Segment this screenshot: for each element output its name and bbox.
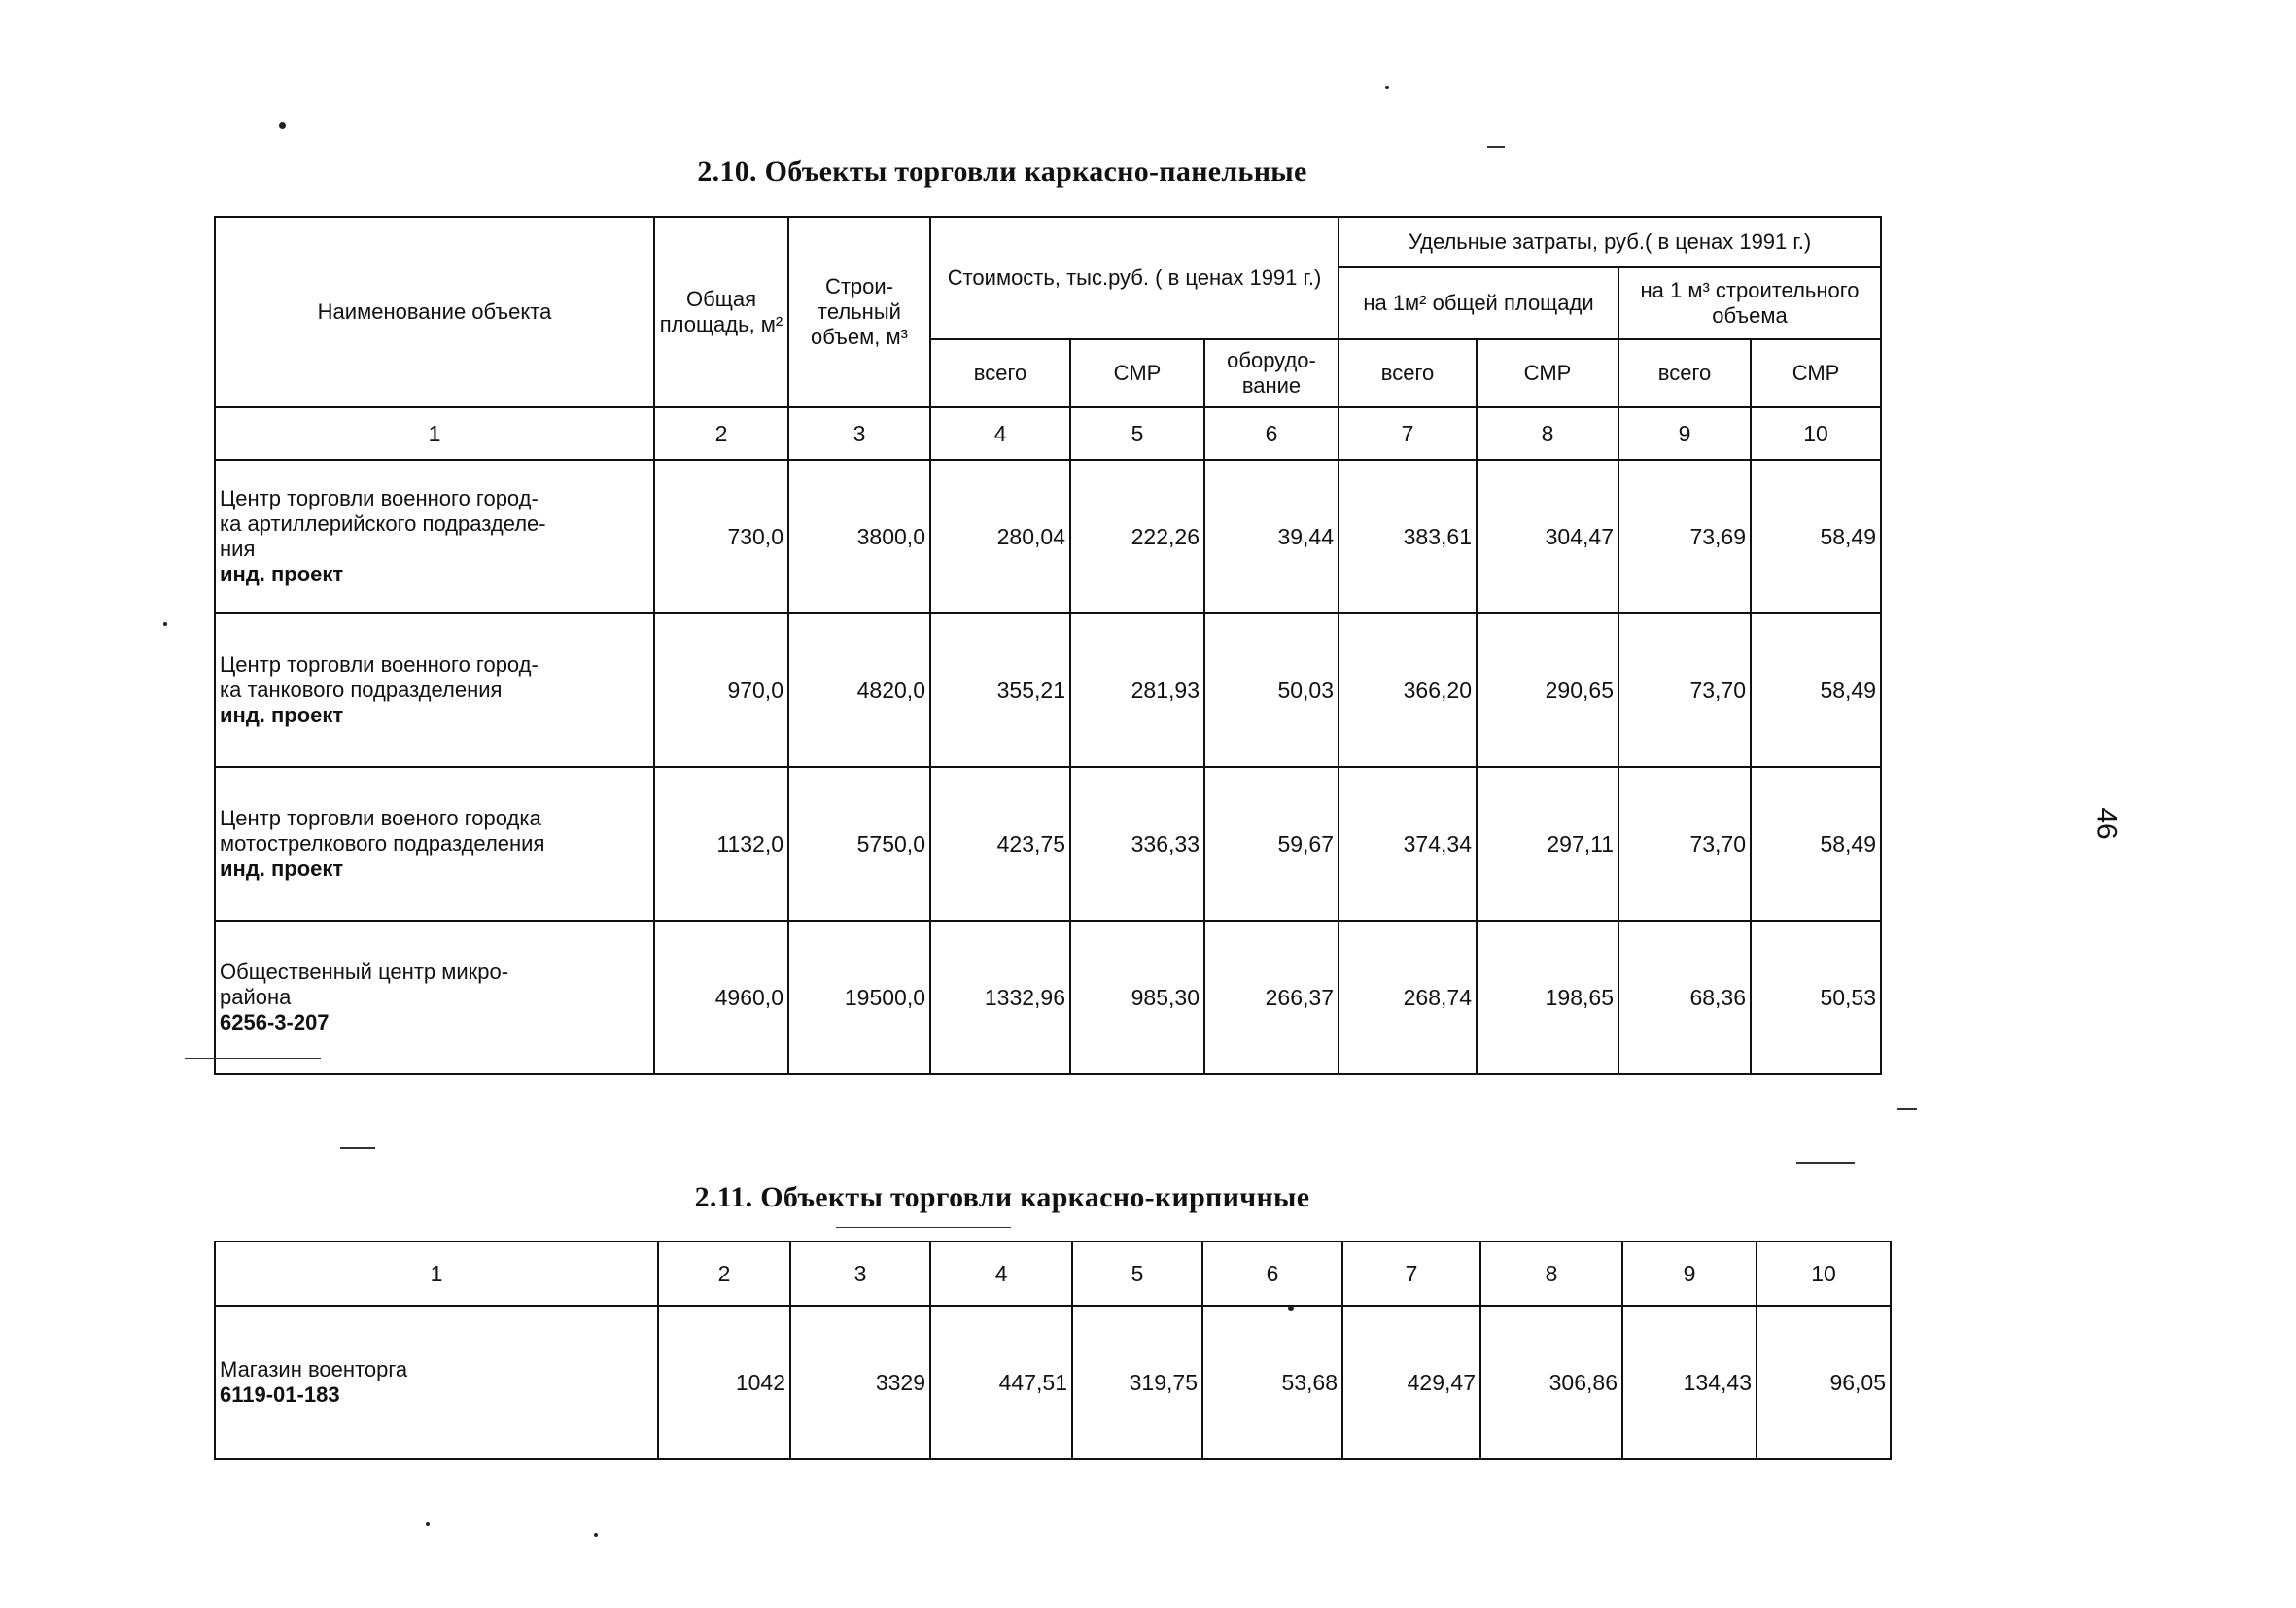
object-code: инд. проект [220, 703, 344, 727]
table1 [214, 216, 1882, 1075]
object-name [215, 921, 654, 1074]
cell-m2-smr: 297,11 [1477, 767, 1618, 921]
cell-volume: 4820,0 [788, 613, 930, 767]
table-row [215, 767, 1881, 921]
header-specific-group: Удельные затраты, руб.( в ценах 1991 г.) [1339, 217, 1881, 267]
scan-dash [836, 1227, 1011, 1228]
cell-m3-total: 73,69 [1618, 460, 1751, 613]
cell-volume: 5750,0 [788, 767, 930, 921]
cell-volume: 19500,0 [788, 921, 930, 1074]
header-cost-smr: СМР [1070, 339, 1204, 407]
header-cost-total: всего [930, 339, 1070, 407]
object-name-line: мотострелкового подразделения [220, 831, 545, 856]
cell-m3-smr: 58,49 [1751, 460, 1881, 613]
header-m3-total: всего [1618, 339, 1751, 407]
object-name [215, 1306, 658, 1459]
object-name [215, 613, 654, 767]
cell-area: 970,0 [654, 613, 788, 767]
header-per-m3: на 1 м³ строительного объема [1618, 267, 1881, 339]
column-number: 8 [1480, 1241, 1622, 1306]
column-number: 2 [658, 1241, 790, 1306]
object-code: инд. проект [220, 856, 344, 881]
table2-title: 2.11. Объекты торговли каркасно-кирпичные [694, 1181, 1310, 1213]
cell-m2-total: 366,20 [1339, 613, 1477, 767]
column-number: 9 [1618, 407, 1751, 460]
column-number: 6 [1204, 407, 1339, 460]
column-number-row [215, 407, 1881, 460]
cell-cost-total: 447,51 [930, 1306, 1072, 1459]
column-number: 5 [1072, 1241, 1202, 1306]
page-number: 46 [2090, 807, 2123, 840]
cell-m2-smr: 198,65 [1477, 921, 1618, 1074]
scan-speck [594, 1533, 598, 1537]
header-cost-group: Стоимость, тыс.руб. ( в ценах 1991 г.) [930, 217, 1339, 339]
object-name-line: ния [220, 537, 256, 561]
column-number-row [215, 1241, 1891, 1306]
column-number: 5 [1070, 407, 1204, 460]
header-area: Общая площадь, м² [654, 217, 788, 407]
cell-area: 1132,0 [654, 767, 788, 921]
cell-cost-equipment: 39,44 [1204, 460, 1339, 613]
table-row [215, 460, 1881, 613]
object-name-line: Центр торговли военного город- [220, 486, 539, 510]
object-name [215, 767, 654, 921]
object-name [215, 460, 654, 613]
table-row [215, 613, 1881, 767]
cell-m3-smr: 96,05 [1757, 1306, 1891, 1459]
cell-cost-equipment: 50,03 [1204, 613, 1339, 767]
header-name: Наименование объекта [215, 217, 654, 407]
column-number: 2 [654, 407, 788, 460]
cell-m3-total: 68,36 [1618, 921, 1751, 1074]
cell-m3-total: 73,70 [1618, 767, 1751, 921]
header-m2-total: всего [1339, 339, 1477, 407]
cell-cost-equipment: 53,68 [1202, 1306, 1342, 1459]
scan-speck [163, 622, 167, 626]
scan-speck [426, 1522, 430, 1526]
object-name-line: района [220, 985, 292, 1009]
cell-m2-smr: 304,47 [1477, 460, 1618, 613]
scan-speck [279, 122, 286, 129]
cell-m2-total: 374,34 [1339, 767, 1477, 921]
cell-cost-total: 280,04 [930, 460, 1070, 613]
column-number: 10 [1751, 407, 1881, 460]
cell-m3-smr: 50,53 [1751, 921, 1881, 1074]
object-name-line: Центр торговли военного город- [220, 652, 539, 677]
scan-dash [1897, 1108, 1917, 1110]
column-number: 8 [1477, 407, 1618, 460]
object-name-line: ка артиллерийского подразделе- [220, 511, 546, 536]
header-per-m2: на 1м² общей площади [1339, 267, 1618, 339]
scan-speck [1288, 1306, 1294, 1311]
scan-dash [1487, 146, 1505, 148]
header-m2-smr: СМР [1477, 339, 1618, 407]
column-number: 7 [1342, 1241, 1480, 1306]
column-number: 6 [1202, 1241, 1342, 1306]
scan-speck [1385, 86, 1389, 89]
cell-cost-total: 423,75 [930, 767, 1070, 921]
cell-m3-smr: 58,49 [1751, 613, 1881, 767]
cell-m3-smr: 58,49 [1751, 767, 1881, 921]
object-code: 6256-3-207 [220, 1010, 330, 1034]
cell-cost-smr: 985,30 [1070, 921, 1204, 1074]
scan-dash [340, 1147, 375, 1149]
table2 [214, 1241, 1892, 1460]
object-name-line: Магазин военторга [220, 1357, 408, 1381]
column-number: 9 [1622, 1241, 1757, 1306]
table-row [215, 1306, 1891, 1459]
cell-volume: 3329 [790, 1306, 930, 1459]
scan-dash [1796, 1162, 1855, 1164]
column-number: 4 [930, 407, 1070, 460]
scan-dash [185, 1058, 321, 1059]
column-number: 4 [930, 1241, 1072, 1306]
cell-area: 4960,0 [654, 921, 788, 1074]
column-number: 3 [790, 1241, 930, 1306]
column-number: 10 [1757, 1241, 1891, 1306]
cell-m2-smr: 306,86 [1480, 1306, 1622, 1459]
column-number: 3 [788, 407, 930, 460]
cell-m3-total: 134,43 [1622, 1306, 1757, 1459]
cell-m2-total: 383,61 [1339, 460, 1477, 613]
header-cost-equipment: оборудо-вание [1204, 339, 1339, 407]
cell-area: 1042 [658, 1306, 790, 1459]
cell-cost-total: 355,21 [930, 613, 1070, 767]
object-code: 6119-01-183 [220, 1382, 340, 1407]
cell-volume: 3800,0 [788, 460, 930, 613]
cell-area: 730,0 [654, 460, 788, 613]
column-number: 7 [1339, 407, 1477, 460]
cell-m2-total: 268,74 [1339, 921, 1477, 1074]
table1-title: 2.10. Объекты торговли каркасно-панельные [697, 156, 1307, 188]
cell-m2-total: 429,47 [1342, 1306, 1480, 1459]
cell-cost-smr: 336,33 [1070, 767, 1204, 921]
column-number: 1 [215, 1241, 658, 1306]
cell-cost-equipment: 266,37 [1204, 921, 1339, 1074]
cell-m2-smr: 290,65 [1477, 613, 1618, 767]
object-code: инд. проект [220, 562, 344, 586]
object-name-line: Общественный центр микро- [220, 960, 509, 984]
header-m3-smr: СМР [1751, 339, 1881, 407]
cell-cost-total: 1332,96 [930, 921, 1070, 1074]
cell-m3-total: 73,70 [1618, 613, 1751, 767]
header-volume: Строи-тельный объем, м³ [788, 217, 930, 407]
object-name-line: Центр торговли военого городка [220, 806, 541, 830]
cell-cost-smr: 281,93 [1070, 613, 1204, 767]
cell-cost-equipment: 59,67 [1204, 767, 1339, 921]
column-number: 1 [215, 407, 654, 460]
table-row [215, 921, 1881, 1074]
cell-cost-smr: 222,26 [1070, 460, 1204, 613]
object-name-line: ка танкового подразделения [220, 678, 503, 702]
cell-cost-smr: 319,75 [1072, 1306, 1202, 1459]
